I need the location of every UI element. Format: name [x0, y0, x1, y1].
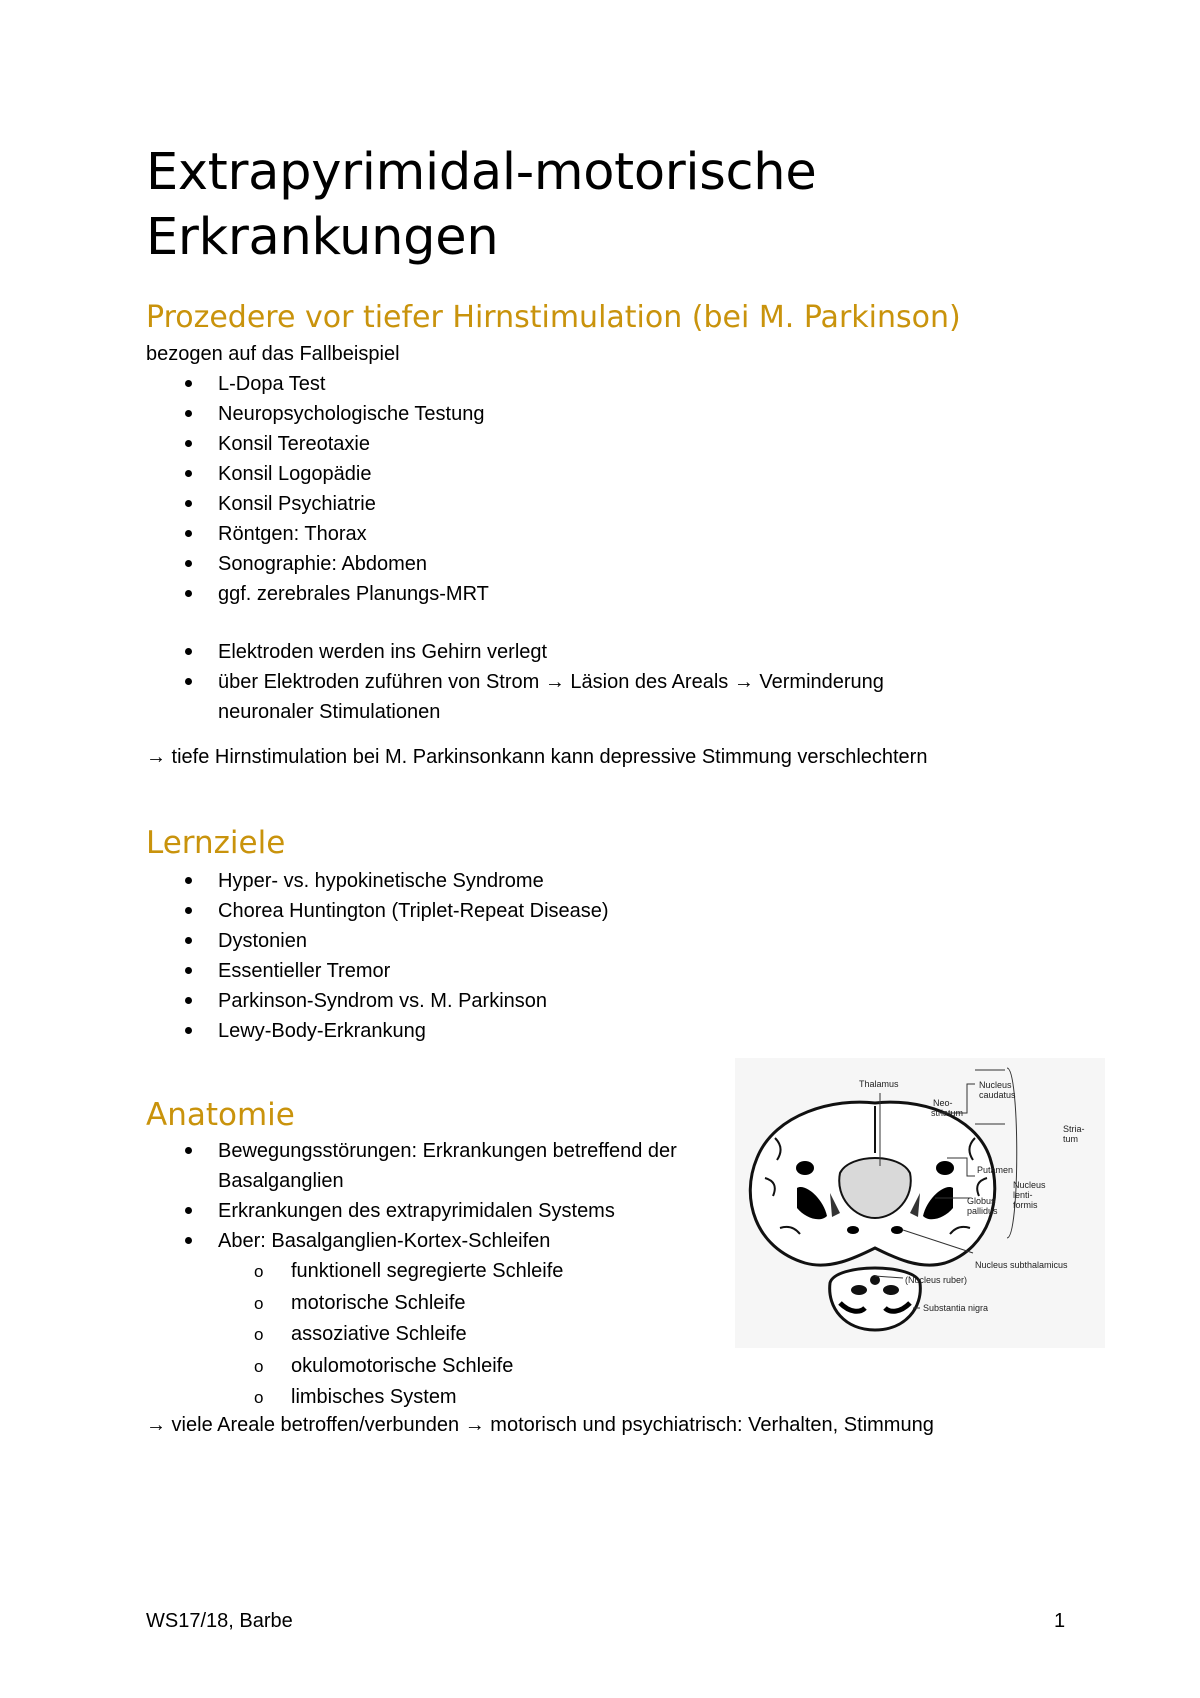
elektroden-list — [146, 637, 976, 727]
label-lentiformis-3: formis — [1013, 1200, 1038, 1210]
list-item: Sonographie: Abdomen — [146, 549, 1046, 579]
page-title: Extrapyrimidal-motorische Erkrankungen — [146, 143, 817, 267]
label-globus-pallidus — [967, 1196, 998, 1216]
sublist-item: o okulomotorische Schleife — [146, 1351, 746, 1383]
list-item: L-Dopa Test — [146, 369, 1046, 399]
sublist-item: o limbisches System — [146, 1382, 746, 1414]
basal-ganglia-diagram — [735, 1058, 1105, 1348]
label-lentiformis-1: Nucleus — [1013, 1180, 1046, 1190]
label-caudatus-2: caudatus — [979, 1090, 1016, 1100]
label-striatum-1: Stria- — [1063, 1124, 1085, 1134]
anatomie-list — [146, 1136, 706, 1256]
footer-left: WS17/18, Barbe — [146, 1610, 293, 1632]
caudate-left — [796, 1161, 814, 1175]
prozedere-list — [146, 369, 1046, 609]
list-item: Bewegungsstörungen: Erkrankungen betreffend der Basalganglien — [146, 1136, 706, 1196]
label-neostriatum-2: striatum — [931, 1108, 964, 1118]
lernziele-list — [146, 866, 1046, 1046]
list-item: Hyper- vs. hypokinetische Syndrome — [146, 866, 1046, 896]
label-thalamus: Thalamus — [859, 1079, 899, 1089]
section-heading-lernziele: Lernziele — [146, 825, 286, 861]
list-item: Konsil Tereotaxie — [146, 429, 1046, 459]
label-caudatus-1: Nucleus — [979, 1080, 1012, 1090]
label-nucleus-ruber: (Nucleus ruber) — [905, 1275, 968, 1285]
list-item: Konsil Logopädie — [146, 459, 1046, 489]
anatomie-sublist — [146, 1256, 746, 1414]
page-number: 1 — [1054, 1610, 1066, 1632]
label-pallidus-1: Globus — [967, 1196, 996, 1206]
list-item: Konsil Psychiatrie — [146, 489, 1046, 519]
list-item: Röntgen: Thorax — [146, 519, 1046, 549]
label-neostriatum-1: Neo- — [933, 1098, 953, 1108]
label-nucleus-caudatus — [979, 1080, 1016, 1100]
list-item: Lewy-Body-Erkrankung — [146, 1016, 1046, 1046]
subthalamic-right — [891, 1226, 903, 1234]
list-item: ggf. zerebrales Planungs-MRT — [146, 579, 1046, 609]
sublist-item: o funktionell segregierte Schleife — [146, 1256, 746, 1288]
list-item: Neuropsychologische Testung — [146, 399, 1046, 429]
list-item: Erkrankungen des extrapyrimidalen Systems — [146, 1196, 706, 1226]
list-item: Aber: Basalganglien-Kortex-Schleifen — [146, 1226, 706, 1256]
label-nucleus-subthalamicus: Nucleus subthalamicus — [975, 1260, 1068, 1270]
anatomie-conclusion: → viele Areale betroffen/verbunden → motorisch und psychiatrisch: Verhalten, Stimmung — [146, 1414, 934, 1436]
section-heading-anatomie: Anatomie — [146, 1097, 295, 1133]
ruber-right — [883, 1285, 899, 1295]
list-item: Essentieller Tremor — [146, 956, 1046, 986]
ruber-left — [851, 1285, 867, 1295]
label-striatum-2: tum — [1063, 1134, 1079, 1144]
section-intro: bezogen auf das Fallbeispiel — [146, 343, 400, 365]
section-conclusion: → tiefe Hirnstimulation bei M. Parkinsonkann kann depressive Stimmung verschlechtern — [146, 746, 928, 768]
list-item: Elektroden werden ins Gehirn verlegt — [146, 637, 976, 667]
caudate-right — [936, 1161, 954, 1175]
list-item: Dystonien — [146, 926, 1046, 956]
section-heading-prozedere: Prozedere vor tiefer Hirnstimulation (bei M. Parkinson) — [146, 300, 961, 335]
label-pallidus-2: pallidus — [967, 1206, 998, 1216]
list-item: über Elektroden zuführen von Strom → Läsion des Areals → Verminderung neuronaler Stimulationen — [146, 667, 976, 727]
label-lentiformis-2: lenti- — [1013, 1190, 1033, 1200]
basal-ganglia-figure — [735, 1058, 1105, 1348]
sublist-item: o assoziative Schleife — [146, 1319, 746, 1351]
label-putamen: Putamen — [977, 1165, 1014, 1175]
list-item: Chorea Huntington (Triplet-Repeat Disease) — [146, 896, 1046, 926]
list-item: Parkinson-Syndrom vs. M. Parkinson — [146, 986, 1046, 1016]
label-substantia-nigra: Substantia nigra — [923, 1303, 989, 1313]
subthalamic-left — [847, 1226, 859, 1234]
sublist-item: o motorische Schleife — [146, 1288, 746, 1320]
